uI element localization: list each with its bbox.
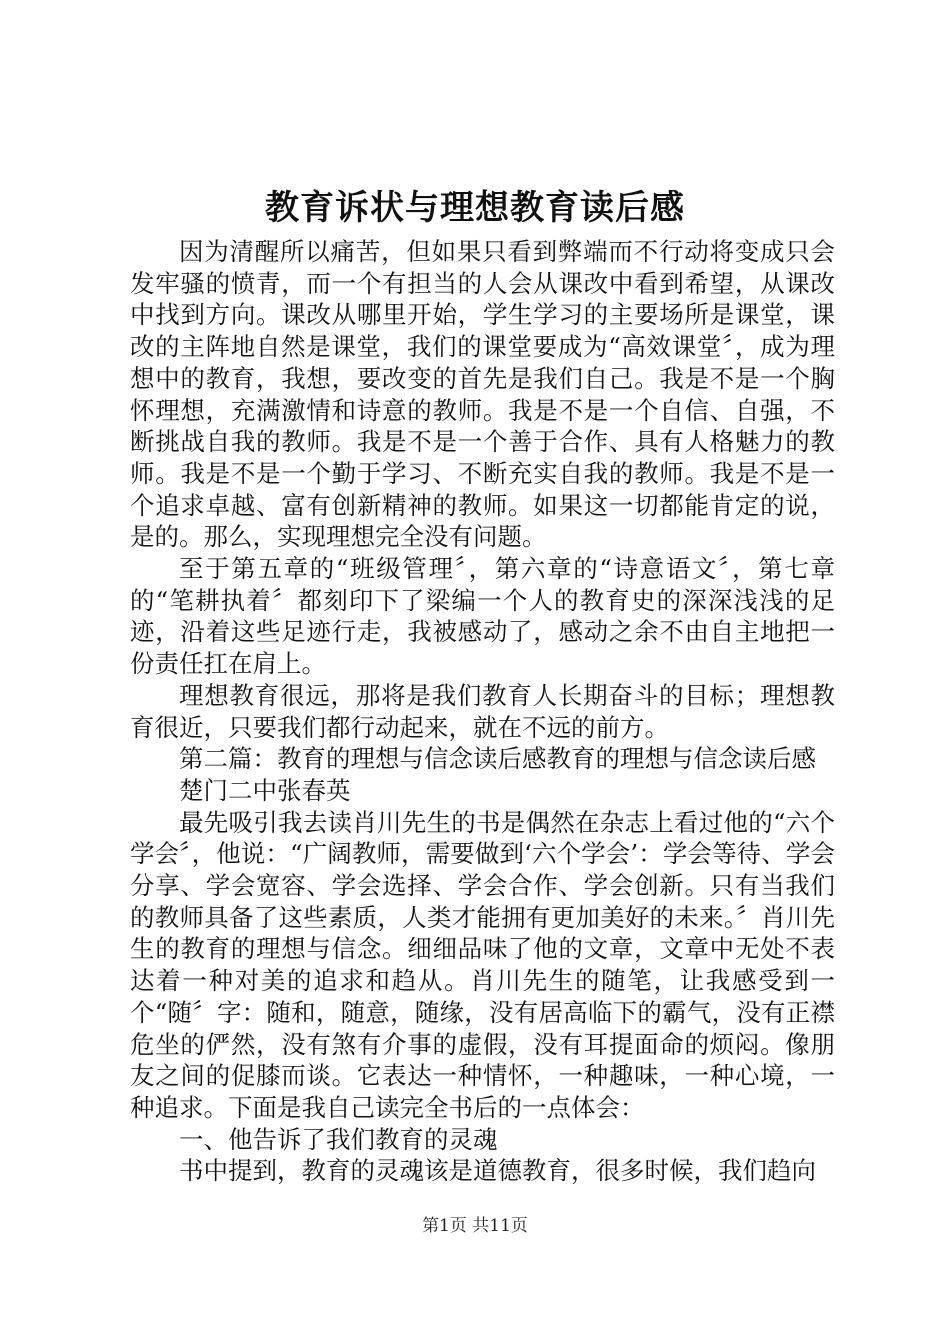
paragraph: 因为清醒所以痛苦，但如果只看到弊端而不行动将变成只会发牢骚的愤青，而一个有担当的人会从课改中看到希望，从课改中找到方向。课改从哪里开始，学生学习的主要场所是课堂，课改的主阵地自然是课堂，我们的课堂要成为“高效课堂〞，成为理想中的教育，我想，要改变的首先是我们自己。我是不是一个胸怀理想，充满激情和诗意的教师。我是不是一个自信、自强，不断挑战自我的教师。我是不是一个善于合作、具有人格魅力的教师。我是不是一个勤于学习、不断充实自我的教师。我是不是一个追求卓越、富有创新精神的教师。如果这一切都能肯定的说，是的。那么，实现理想完全没有问题。 [130, 237, 835, 552]
page-footer: 第1页 共11页 [422, 1216, 528, 1236]
document-body [130, 236, 835, 1187]
author-line: 楚门二中张春英 [179, 775, 351, 805]
subheading: 一、他告诉了我们教育的灵魂 [179, 1124, 498, 1154]
paragraph: 书中提到，教育的灵魂该是道德教育，很多时候，我们趋向 [179, 1156, 816, 1186]
paragraph: 理想教育很远，那将是我们教育人长期奋斗的目标；理想教育很近，只要我们都行动起来，就在不远的前方。 [130, 680, 835, 742]
section-heading: 第二篇：教育的理想与信念读后感教育的理想与信念读后感 [179, 744, 816, 774]
document-title: 教育诉状与理想教育读后感 [265, 188, 685, 228]
paragraph: 至于第五章的“班级管理〞，第六章的“诗意语文〞，第七章的“笔耕执着〞都刻印下了梁编一个人的教育史的深深浅浅的足迹，沿着这些足迹行走，我被感动了，感动之余不由自主地把一份责任扛在肩上。 [130, 554, 835, 679]
paragraph: 最先吸引我去读肖川先生的书是偶然在杂志上看过他的“六个学会〞，他说：“广阔教师，需要做到‘六个学会’：学会等待、学会分享、学会宽容、学会选择、学会合作、学会创新。只有当我们的教师具备了这些素质，人类才能拥有更加美好的未来。〞肖川先生的教育的理想与信念。细细品味了他的文章，文章中无处不表达着一种对美的追求和趋从。肖川先生的随笔，让我感受到一个“随〞字：随和，随意，随缘，没有居高临下的霸气，没有正襟危坐的俨然，没有煞有介事的虚假，没有耳提面命的烦闷。像朋友之间的促膝而谈。它表达一种情怀，一种趣味，一种心境，一种追求。下面是我自己读完全书后的一点体会： [130, 807, 835, 1122]
